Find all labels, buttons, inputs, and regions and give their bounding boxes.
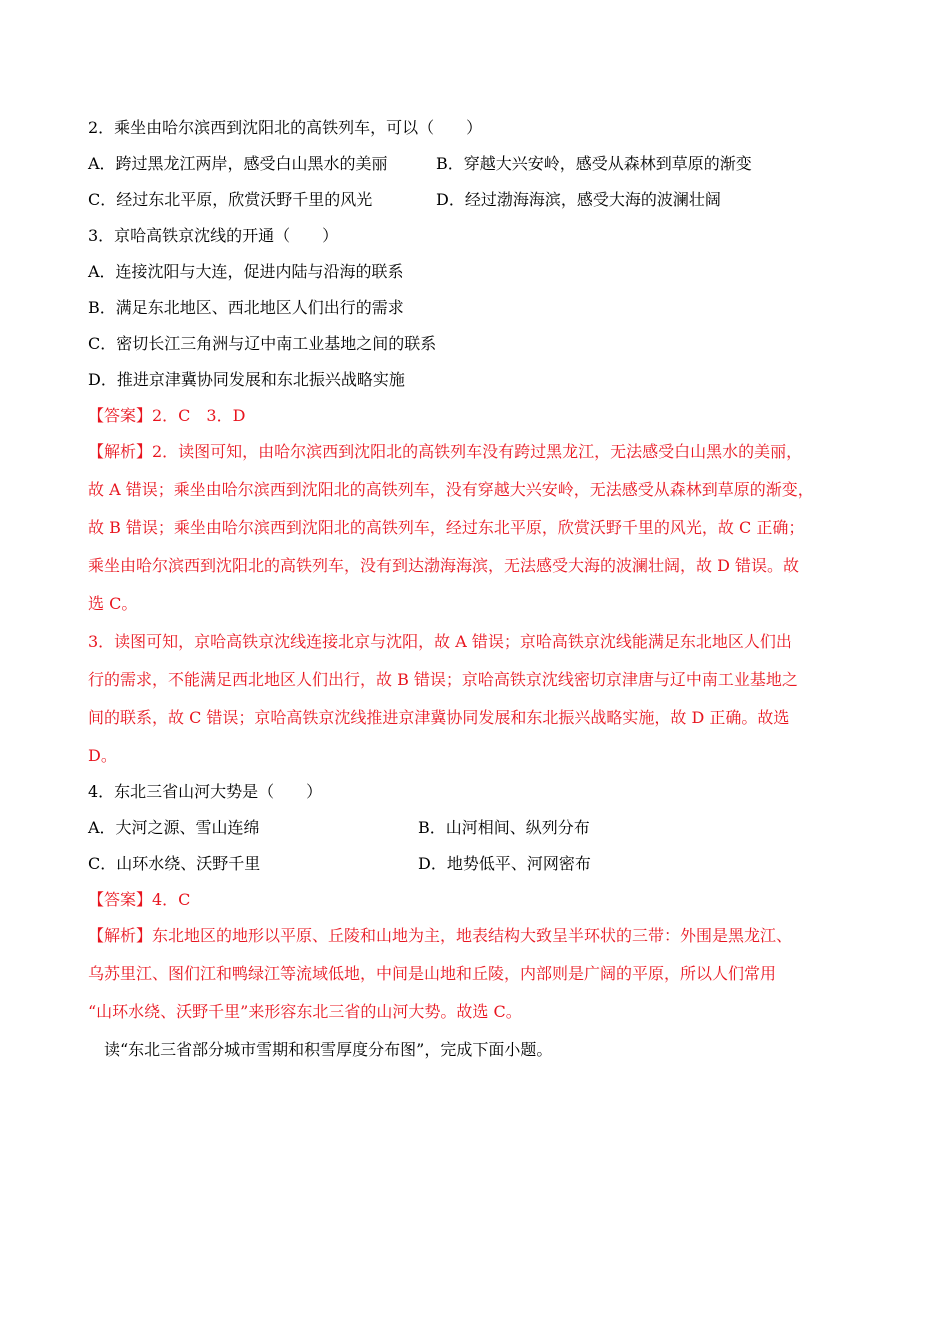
analysis-line: 选 C。 <box>88 594 138 613</box>
question-4-option-b: B．山河相间、纵列分布 <box>418 818 590 837</box>
analysis-line: “山环水绕、沃野千里”来形容东北三省的山河大势。故选 C。 <box>88 1002 522 1021</box>
analysis-line: 故 A 错误；乘坐由哈尔滨西到沈阳北的高铁列车，没有穿越大兴安岭，无法感受从森林到草原的渐变， <box>88 480 814 499</box>
answer-2-3: 【答案】2．C 3．D <box>88 406 246 425</box>
question-2-option-b: B．穿越大兴安岭，感受从森林到草原的渐变 <box>436 154 752 173</box>
question-4-stem: 4．东北三省山河大势是（ ） <box>88 782 323 801</box>
next-questions-intro: 读“东北三省部分城市雪期和积雪厚度分布图”，完成下面小题。 <box>104 1040 553 1059</box>
analysis-line: 行的需求，不能满足西北地区人们出行，故 B 错误；京哈高铁京沈线密切京津唐与辽中南工业基地之 <box>88 670 798 689</box>
question-3-option-b: B．满足东北地区、西北地区人们出行的需求 <box>88 298 404 317</box>
question-4-option-d: D．地势低平、河网密布 <box>418 854 591 873</box>
question-2-option-c: C．经过东北平原，欣赏沃野千里的风光 <box>88 190 373 209</box>
question-4-option-a: A．大河之源、雪山连绵 <box>88 818 260 837</box>
answer-4: 【答案】4．C <box>88 890 191 909</box>
analysis-line: 故 B 错误；乘坐由哈尔滨西到沈阳北的高铁列车，经过东北平原，欣赏沃野千里的风光，故 C 正确； <box>88 518 805 537</box>
analysis-line: 【解析】2．读图可知，由哈尔滨西到沈阳北的高铁列车没有跨过黑龙江，无法感受白山黑水的美丽， <box>88 442 803 461</box>
analysis-line: 乌苏里江、图们江和鸭绿江等流域低地，中间是山地和丘陵，内部则是广阔的平原，所以人们常用 <box>88 964 777 983</box>
question-3-option-c: C．密切长江三角洲与辽中南工业基地之间的联系 <box>88 334 437 353</box>
question-2-stem: 2．乘坐由哈尔滨西到沈阳北的高铁列车，可以（ ） <box>88 118 483 137</box>
question-2-option-d: D．经过渤海海滨，感受大海的波澜壮阔 <box>436 190 721 209</box>
question-4-option-c: C．山环水绕、沃野千里 <box>88 854 261 873</box>
question-3-option-d: D．推进京津冀协同发展和东北振兴战略实施 <box>88 370 405 389</box>
analysis-line: 乘坐由哈尔滨西到沈阳北的高铁列车，没有到达渤海海滨，无法感受大海的波澜壮阔，故 D 错误。故 <box>88 556 800 575</box>
analysis-line: 间的联系，故 C 错误；京哈高铁京沈线推进京津冀协同发展和东北振兴战略实施，故 D 正确。故选 <box>88 708 790 727</box>
analysis-line: 【解析】东北地区的地形以平原、丘陵和山地为主，地表结构大致呈半环状的三带：外围是黑龙江、 <box>88 926 793 945</box>
analysis-line: D。 <box>88 746 117 765</box>
question-3-stem: 3．京哈高铁京沈线的开通（ ） <box>88 226 339 245</box>
question-2-option-a: A．跨过黑龙江两岸，感受白山黑水的美丽 <box>88 154 388 173</box>
question-3-option-a: A．连接沈阳与大连，促进内陆与沿海的联系 <box>88 262 404 281</box>
analysis-line: 3．读图可知，京哈高铁京沈线连接北京与沈阳，故 A 错误；京哈高铁京沈线能满足东北地区人们出 <box>88 632 792 651</box>
